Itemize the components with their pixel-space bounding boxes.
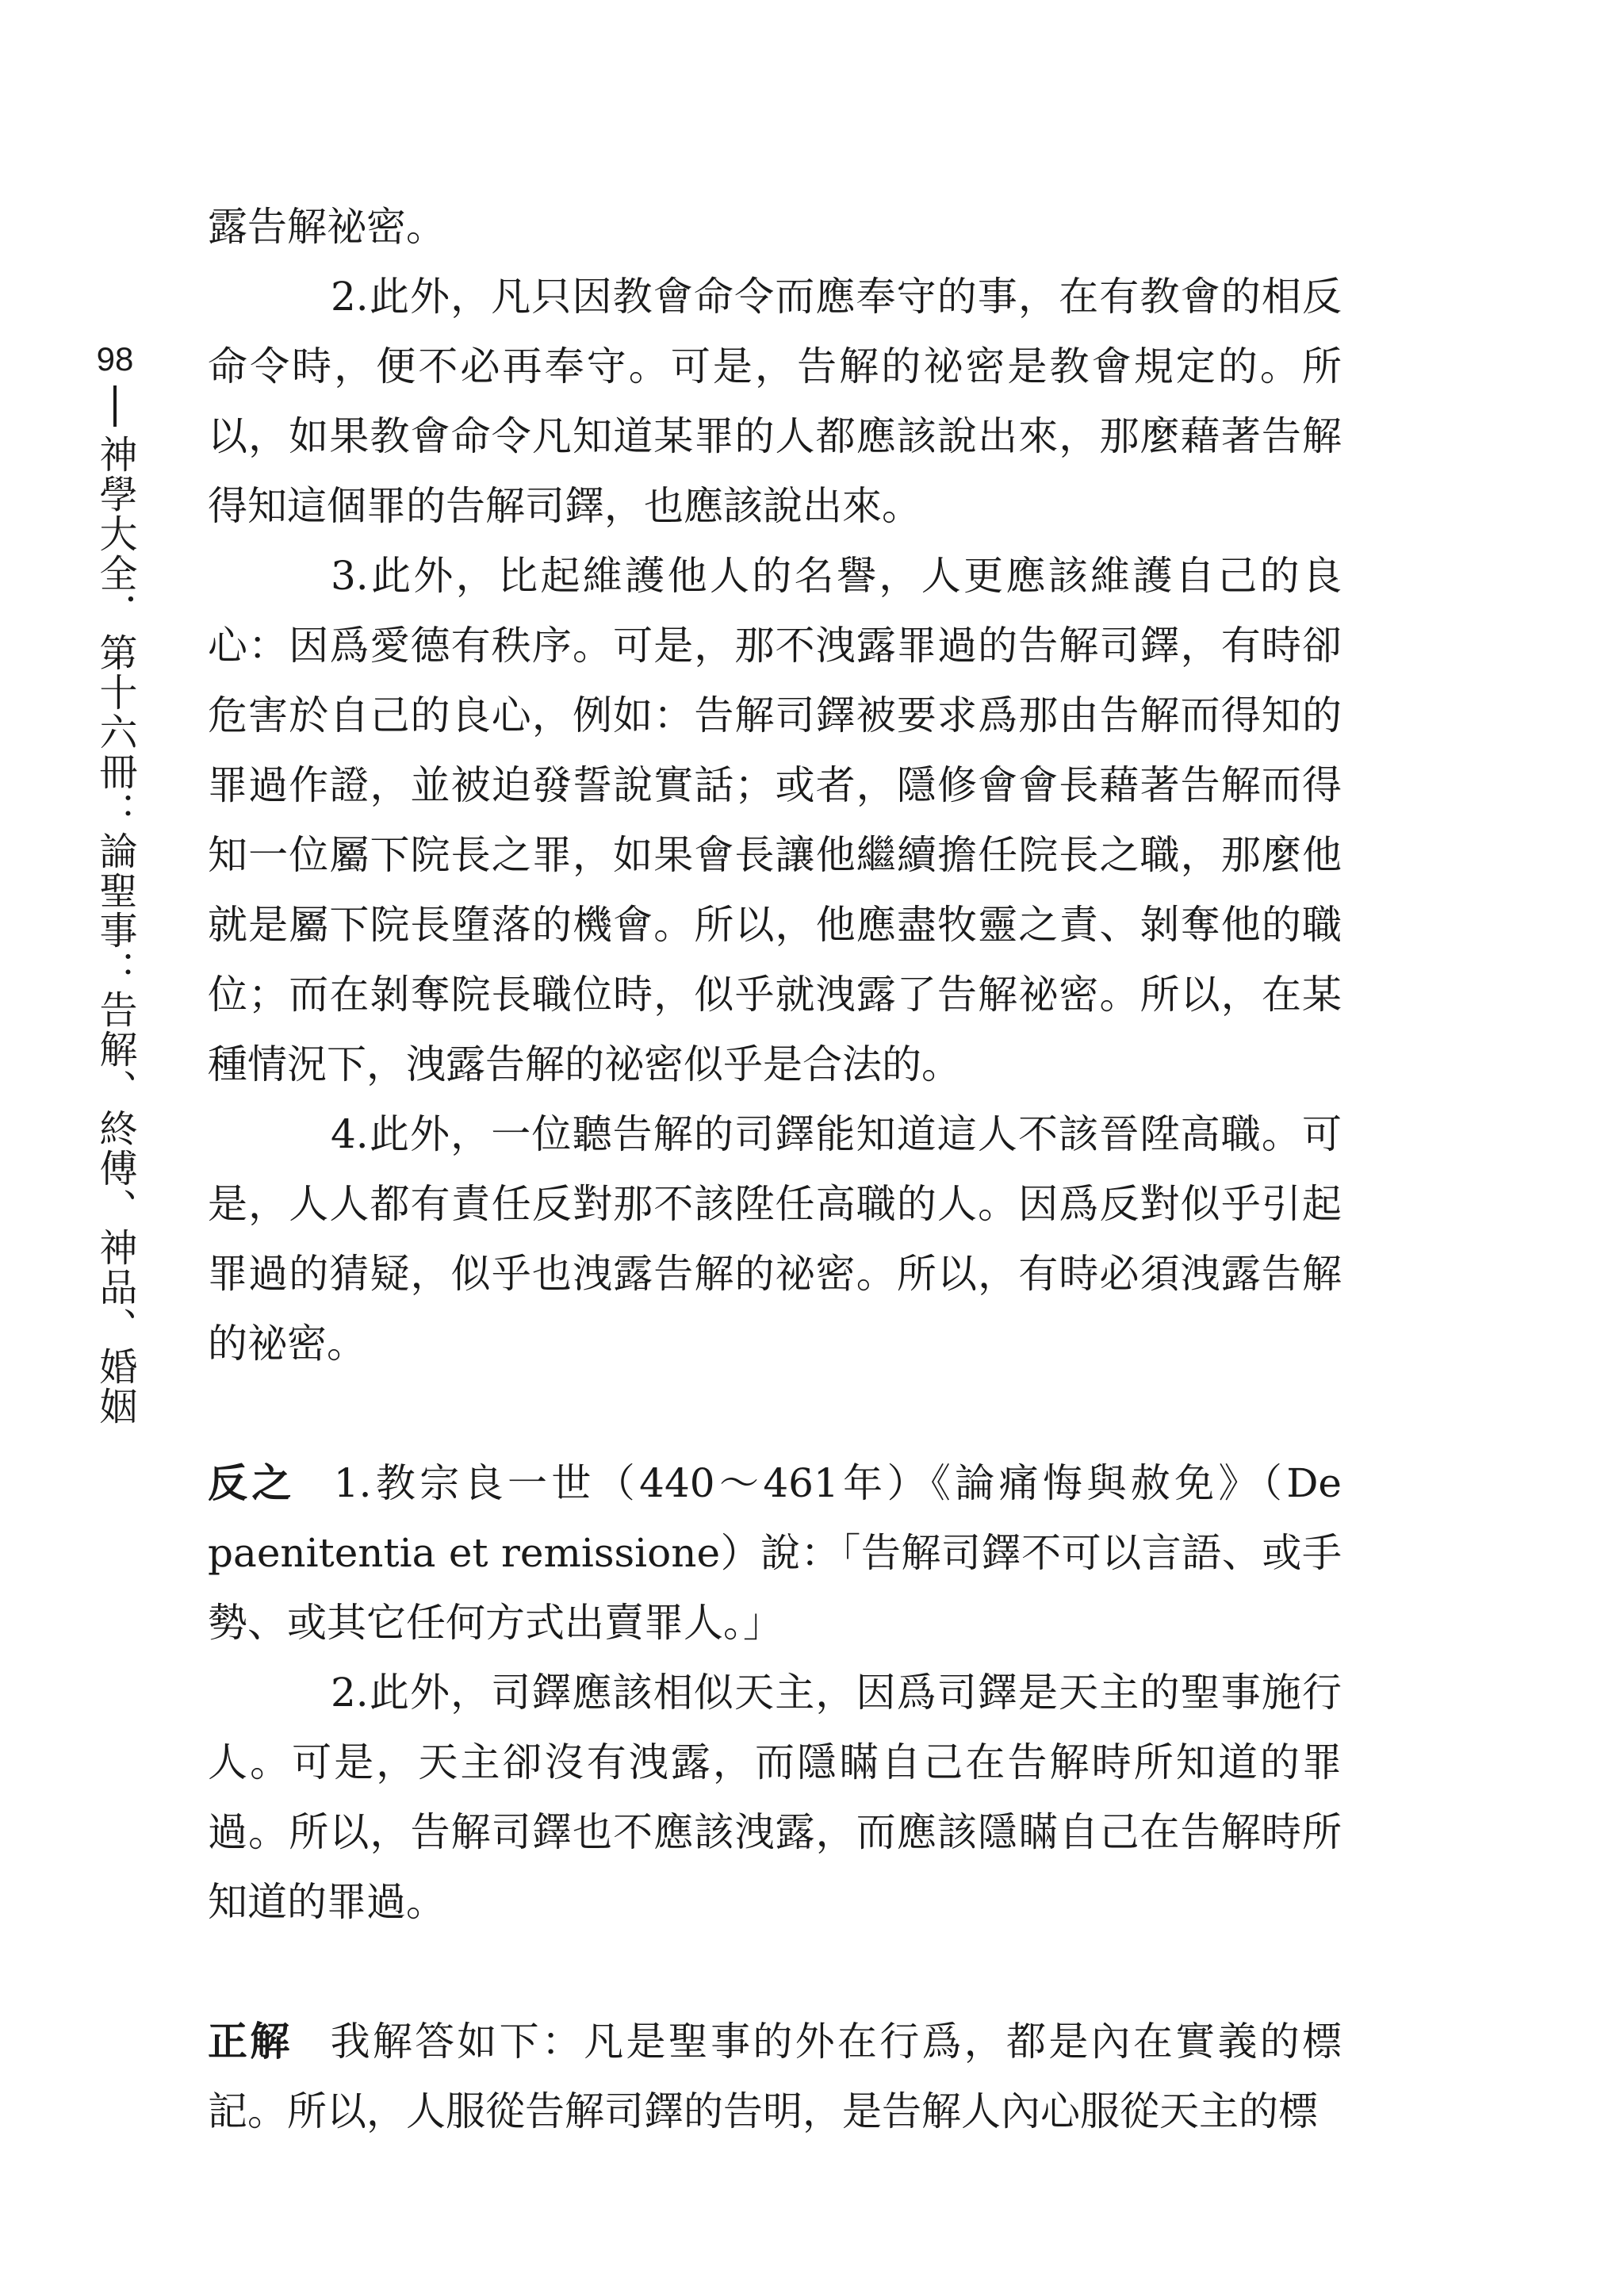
margin-rule — [113, 385, 117, 427]
sed-contra-paragraph-2: 2.此外，司鐸應該相似天主，因爲司鐸是天主的聖事施行人。可是，天主卻沒有洩露，而隱瞞自己在告解時所知道的罪過。所以，告解司鐸也不應該洩露，而應該隱瞞自己在告解時所知道的罪過。 — [208, 1670, 1342, 1925]
paragraph-continuation: 露告解祕密。 — [208, 204, 446, 250]
respondeo-heading: 正解 — [208, 2019, 293, 2065]
respondeo-paragraph — [208, 2007, 1342, 2146]
sed-contra-heading: 反之 — [208, 1460, 296, 1506]
page-margin-header — [79, 340, 151, 1426]
sed-contra-paragraph-1 — [208, 1448, 1342, 1658]
sed-contra-section — [208, 1448, 1342, 1937]
sed-contra-text-1: 1.教宗良一世（440～461年）《論痛悔與赦免》（De paenitentia et remissione）說：「告解司鐸不可以言語、或手勢、或其它任何方式出賣罪人。」 — [208, 1460, 1342, 1646]
objection-2: 2.此外，凡只因教會命令而應奉守的事，在有教會的相反命令時，便不必再奉守。可是，告解的祕密是教會規定的。所以，如果教會命令凡知道某罪的人都應該說出來，那麼藉著告解得知這個罪的告解司鐸，也應該說出來。 — [208, 274, 1342, 529]
main-text-block — [208, 192, 1342, 2146]
respondeo-text: 我解答如下：凡是聖事的外在行爲，都是內在實義的標記。所以，人服從告解司鐸的告明，是告解人內心服從天主的標 — [208, 2019, 1342, 2134]
objection-4: 4.此外，一位聽告解的司鐸能知道這人不該晉陞高職。可是，人人都有責任反對那不該陞任高職的人。因爲反對似乎引起罪過的猜疑，似乎也洩露告解的祕密。所以，有時必須洩露告解的祕密。 — [208, 1111, 1342, 1367]
page-number: 98 — [96, 340, 134, 378]
objection-3: 3.此外，比起維護他人的名譽，人更應該維護自己的良心：因爲愛德有秩序。可是，那不洩露罪過的告解司鐸，有時卻危害於自己的良心，例如：告解司鐸被要求爲那由告解而得知的罪過作證，並被迫發誓說實話；或者，隱修會會長藉著告解而得知一位屬下院長之罪，如果會長讓他繼續擔任院長之職，那麼他就是屬下院長墮落的機會。所以，他應盡牧靈之責、剝奪他的職位；而在剝奪院長職位時，似乎就洩露了告解祕密。所以，在某種情況下，洩露告解的祕密似乎是合法的。 — [208, 553, 1342, 1087]
respondeo-section — [208, 2007, 1342, 2146]
running-book-title: 神學大全．第十六冊：論聖事：告解、終傅、神品、婚姻 — [93, 435, 137, 1426]
